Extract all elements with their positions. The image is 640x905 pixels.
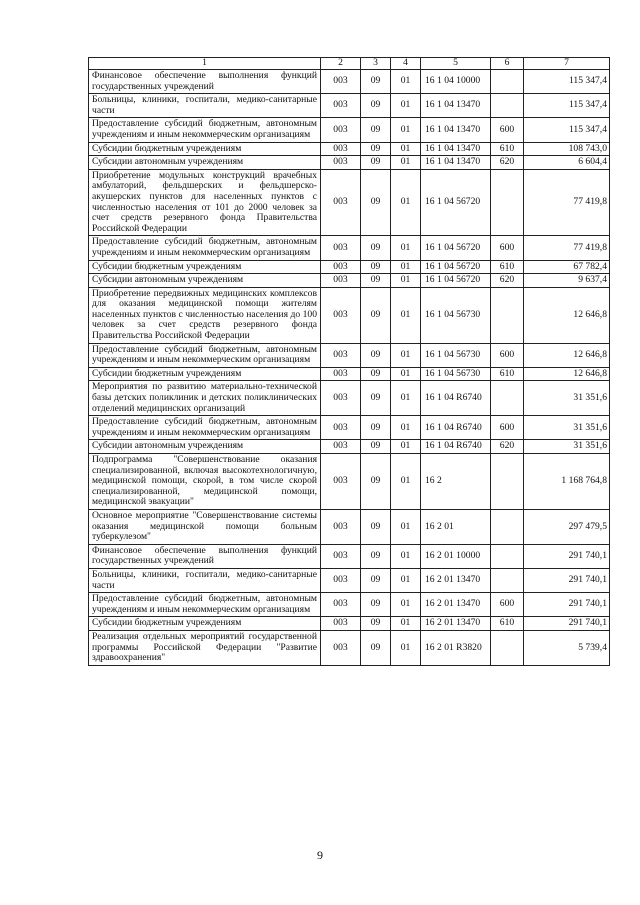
subsection-code-cell: 01 — [391, 544, 421, 568]
section-code-cell: 09 — [361, 454, 391, 510]
section-code-cell: 09 — [361, 617, 391, 631]
section-code-cell: 09 — [361, 367, 391, 381]
table-row — [89, 156, 610, 170]
table-row — [89, 416, 610, 440]
header-row — [89, 58, 610, 70]
subsection-code-cell: 01 — [391, 593, 421, 617]
ministry-code-cell: 003 — [321, 509, 361, 544]
subsection-code-cell: 01 — [391, 94, 421, 118]
section-code-cell: 09 — [361, 416, 391, 440]
section-code-cell: 09 — [361, 156, 391, 170]
amount-cell: 31 351,6 — [524, 440, 610, 454]
target-article-cell: 16 1 04 R6740 — [421, 381, 491, 416]
table-row — [89, 236, 610, 260]
target-article-cell: 16 1 04 13470 — [421, 94, 491, 118]
header-cell: 4 — [391, 58, 421, 70]
ministry-code-cell: 003 — [321, 169, 361, 236]
section-code-cell: 09 — [361, 593, 391, 617]
row-name-cell: Финансовое обеспечение выполнения функций государственных учреждений — [89, 70, 321, 94]
row-name-cell: Финансовое обеспечение выполнения функций государственных учреждений — [89, 544, 321, 568]
section-code-cell: 09 — [361, 509, 391, 544]
section-code-cell: 09 — [361, 118, 391, 142]
ministry-code-cell: 003 — [321, 236, 361, 260]
ministry-code-cell: 003 — [321, 593, 361, 617]
row-name-cell: Больницы, клиники, госпитали, медико-санитарные части — [89, 568, 321, 592]
table-row — [89, 94, 610, 118]
amount-cell: 291 740,1 — [524, 593, 610, 617]
section-code-cell: 09 — [361, 142, 391, 156]
table-row — [89, 617, 610, 631]
expense-type-cell: 600 — [491, 593, 524, 617]
row-name-cell: Субсидии автономным учреждениям — [89, 440, 321, 454]
expense-type-cell — [491, 509, 524, 544]
subsection-code-cell: 01 — [391, 454, 421, 510]
expense-type-cell — [491, 544, 524, 568]
header-cell: 6 — [491, 58, 524, 70]
section-code-cell: 09 — [361, 274, 391, 288]
amount-cell: 5 739,4 — [524, 630, 610, 665]
table-row — [89, 287, 610, 343]
expense-type-cell: 600 — [491, 416, 524, 440]
subsection-code-cell: 01 — [391, 568, 421, 592]
target-article-cell: 16 1 04 56720 — [421, 260, 491, 274]
ministry-code-cell: 003 — [321, 367, 361, 381]
section-code-cell: 09 — [361, 287, 391, 343]
row-name-cell: Основное мероприятие "Совершенствование системы оказания медицинской помощи больным туберкулезом" — [89, 509, 321, 544]
subsection-code-cell: 01 — [391, 416, 421, 440]
table-row — [89, 630, 610, 665]
amount-cell: 12 646,8 — [524, 343, 610, 367]
expense-type-cell — [491, 630, 524, 665]
row-name-cell: Субсидии бюджетным учреждениям — [89, 617, 321, 631]
expense-type-cell: 600 — [491, 118, 524, 142]
section-code-cell: 09 — [361, 169, 391, 236]
expense-type-cell — [491, 381, 524, 416]
subsection-code-cell: 01 — [391, 156, 421, 170]
subsection-code-cell: 01 — [391, 381, 421, 416]
row-name-cell: Субсидии бюджетным учреждениям — [89, 142, 321, 156]
target-article-cell: 16 1 04 10000 — [421, 70, 491, 94]
expense-type-cell — [491, 94, 524, 118]
ministry-code-cell: 003 — [321, 94, 361, 118]
amount-cell: 291 740,1 — [524, 544, 610, 568]
row-name-cell: Предоставление субсидий бюджетным, автономным учреждениям и иным некоммерческим организациям — [89, 593, 321, 617]
target-article-cell: 16 1 04 13470 — [421, 142, 491, 156]
target-article-cell: 16 2 01 — [421, 509, 491, 544]
ministry-code-cell: 003 — [321, 544, 361, 568]
target-article-cell: 16 1 04 13470 — [421, 118, 491, 142]
row-name-cell: Приобретение передвижных медицинских комплексов для оказания медицинской помощи жителям населенных пунктов с численностью населения до 100 человек за счет средств резервного фонда Правительства Российской Федерации — [89, 287, 321, 343]
amount-cell: 6 604,4 — [524, 156, 610, 170]
expense-type-cell: 600 — [491, 236, 524, 260]
ministry-code-cell: 003 — [321, 381, 361, 416]
header-cell: 1 — [89, 58, 321, 70]
expense-type-cell: 620 — [491, 440, 524, 454]
amount-cell: 31 351,6 — [524, 416, 610, 440]
table-row — [89, 169, 610, 236]
amount-cell: 9 637,4 — [524, 274, 610, 288]
section-code-cell: 09 — [361, 630, 391, 665]
row-name-cell: Больницы, клиники, госпитали, медико-санитарные части — [89, 94, 321, 118]
row-name-cell: Приобретение модульных конструкций врачебных амбулаторий, фельдшерских и фельдшерско-акушерских пунктов для населенных пунктов с численностью населения от 101 до 2000 человек за счет средств резервного фонда Правительства Российской Федерации — [89, 169, 321, 236]
table-body — [89, 70, 610, 666]
ministry-code-cell: 003 — [321, 142, 361, 156]
page-number: 9 — [317, 848, 323, 862]
subsection-code-cell: 01 — [391, 630, 421, 665]
expense-type-cell: 620 — [491, 156, 524, 170]
row-name-cell: Субсидии автономным учреждениям — [89, 274, 321, 288]
amount-cell: 115 347,4 — [524, 94, 610, 118]
ministry-code-cell: 003 — [321, 454, 361, 510]
amount-cell: 12 646,8 — [524, 367, 610, 381]
expense-type-cell: 610 — [491, 142, 524, 156]
target-article-cell: 16 2 01 R3820 — [421, 630, 491, 665]
table-row — [89, 381, 610, 416]
target-article-cell: 16 1 04 R6740 — [421, 416, 491, 440]
amount-cell: 31 351,6 — [524, 381, 610, 416]
row-name-cell: Мероприятия по развитию материально-технической базы детских поликлиник и детских поликлинических отделений медицинских организаций — [89, 381, 321, 416]
subsection-code-cell: 01 — [391, 287, 421, 343]
subsection-code-cell: 01 — [391, 367, 421, 381]
row-name-cell: Предоставление субсидий бюджетным, автономным учреждениям и иным некоммерческим организациям — [89, 236, 321, 260]
header-cell: 7 — [524, 58, 610, 70]
section-code-cell: 09 — [361, 236, 391, 260]
amount-cell: 77 419,8 — [524, 236, 610, 260]
section-code-cell: 09 — [361, 260, 391, 274]
row-name-cell: Предоставление субсидий бюджетным, автономным учреждениям и иным некоммерческим организациям — [89, 343, 321, 367]
ministry-code-cell: 003 — [321, 440, 361, 454]
row-name-cell: Реализация отдельных мероприятий государственной программы Российской Федерации "Развитие здравоохранения" — [89, 630, 321, 665]
table-row — [89, 367, 610, 381]
header-cell: 3 — [361, 58, 391, 70]
target-article-cell: 16 1 04 56730 — [421, 287, 491, 343]
expense-type-cell — [491, 454, 524, 510]
target-article-cell: 16 1 04 56730 — [421, 367, 491, 381]
header-cell: 2 — [321, 58, 361, 70]
ministry-code-cell: 003 — [321, 617, 361, 631]
subsection-code-cell: 01 — [391, 343, 421, 367]
target-article-cell: 16 1 04 56720 — [421, 236, 491, 260]
row-name-cell: Субсидии бюджетным учреждениям — [89, 260, 321, 274]
amount-cell: 1 168 764,8 — [524, 454, 610, 510]
target-article-cell: 16 1 04 13470 — [421, 156, 491, 170]
ministry-code-cell: 003 — [321, 630, 361, 665]
amount-cell: 291 740,1 — [524, 568, 610, 592]
section-code-cell: 09 — [361, 94, 391, 118]
target-article-cell: 16 1 04 56720 — [421, 169, 491, 236]
subsection-code-cell: 01 — [391, 118, 421, 142]
table-row — [89, 118, 610, 142]
target-article-cell: 16 1 04 R6740 — [421, 440, 491, 454]
table-row — [89, 544, 610, 568]
target-article-cell: 16 2 01 13470 — [421, 617, 491, 631]
expense-type-cell: 610 — [491, 617, 524, 631]
table-row — [89, 142, 610, 156]
amount-cell: 297 479,5 — [524, 509, 610, 544]
subsection-code-cell: 01 — [391, 260, 421, 274]
expense-type-cell: 610 — [491, 367, 524, 381]
table-row — [89, 593, 610, 617]
section-code-cell: 09 — [361, 544, 391, 568]
expense-type-cell — [491, 568, 524, 592]
target-article-cell: 16 2 01 10000 — [421, 544, 491, 568]
amount-cell: 67 782,4 — [524, 260, 610, 274]
row-name-cell: Субсидии автономным учреждениям — [89, 156, 321, 170]
target-article-cell: 16 2 01 13470 — [421, 593, 491, 617]
budget-table — [88, 57, 610, 666]
section-code-cell: 09 — [361, 70, 391, 94]
expense-type-cell — [491, 287, 524, 343]
ministry-code-cell: 003 — [321, 260, 361, 274]
subsection-code-cell: 01 — [391, 236, 421, 260]
subsection-code-cell: 01 — [391, 169, 421, 236]
subsection-code-cell: 01 — [391, 617, 421, 631]
section-code-cell: 09 — [361, 568, 391, 592]
table-row — [89, 343, 610, 367]
section-code-cell: 09 — [361, 440, 391, 454]
table-row — [89, 70, 610, 94]
amount-cell: 115 347,4 — [524, 118, 610, 142]
row-name-cell: Субсидии бюджетным учреждениям — [89, 367, 321, 381]
table-row — [89, 568, 610, 592]
amount-cell: 115 347,4 — [524, 70, 610, 94]
subsection-code-cell: 01 — [391, 274, 421, 288]
row-name-cell: Подпрограмма "Совершенствование оказания специализированной, включая высокотехнологичную, медицинской помощи, скорой, в том числе скорой специализированной, медицинской помощи, медицинской эвакуации" — [89, 454, 321, 510]
expense-type-cell: 600 — [491, 343, 524, 367]
subsection-code-cell: 01 — [391, 440, 421, 454]
expense-type-cell — [491, 169, 524, 236]
expense-type-cell: 620 — [491, 274, 524, 288]
section-code-cell: 09 — [361, 381, 391, 416]
section-code-cell: 09 — [361, 343, 391, 367]
table-row — [89, 454, 610, 510]
ministry-code-cell: 003 — [321, 568, 361, 592]
table-row — [89, 260, 610, 274]
amount-cell: 12 646,8 — [524, 287, 610, 343]
ministry-code-cell: 003 — [321, 416, 361, 440]
expense-type-cell: 610 — [491, 260, 524, 274]
target-article-cell: 16 1 04 56720 — [421, 274, 491, 288]
target-article-cell: 16 2 01 13470 — [421, 568, 491, 592]
ministry-code-cell: 003 — [321, 274, 361, 288]
table-row — [89, 274, 610, 288]
subsection-code-cell: 01 — [391, 509, 421, 544]
ministry-code-cell: 003 — [321, 343, 361, 367]
ministry-code-cell: 003 — [321, 70, 361, 94]
target-article-cell: 16 1 04 56730 — [421, 343, 491, 367]
amount-cell: 291 740,1 — [524, 617, 610, 631]
table-row — [89, 509, 610, 544]
ministry-code-cell: 003 — [321, 118, 361, 142]
row-name-cell: Предоставление субсидий бюджетным, автономным учреждениям и иным некоммерческим организациям — [89, 416, 321, 440]
subsection-code-cell: 01 — [391, 142, 421, 156]
ministry-code-cell: 003 — [321, 156, 361, 170]
row-name-cell: Предоставление субсидий бюджетным, автономным учреждениям и иным некоммерческим организациям — [89, 118, 321, 142]
table-row — [89, 440, 610, 454]
subsection-code-cell: 01 — [391, 70, 421, 94]
amount-cell: 77 419,8 — [524, 169, 610, 236]
amount-cell: 108 743,0 — [524, 142, 610, 156]
target-article-cell: 16 2 — [421, 454, 491, 510]
ministry-code-cell: 003 — [321, 287, 361, 343]
header-cell: 5 — [421, 58, 491, 70]
expense-type-cell — [491, 70, 524, 94]
